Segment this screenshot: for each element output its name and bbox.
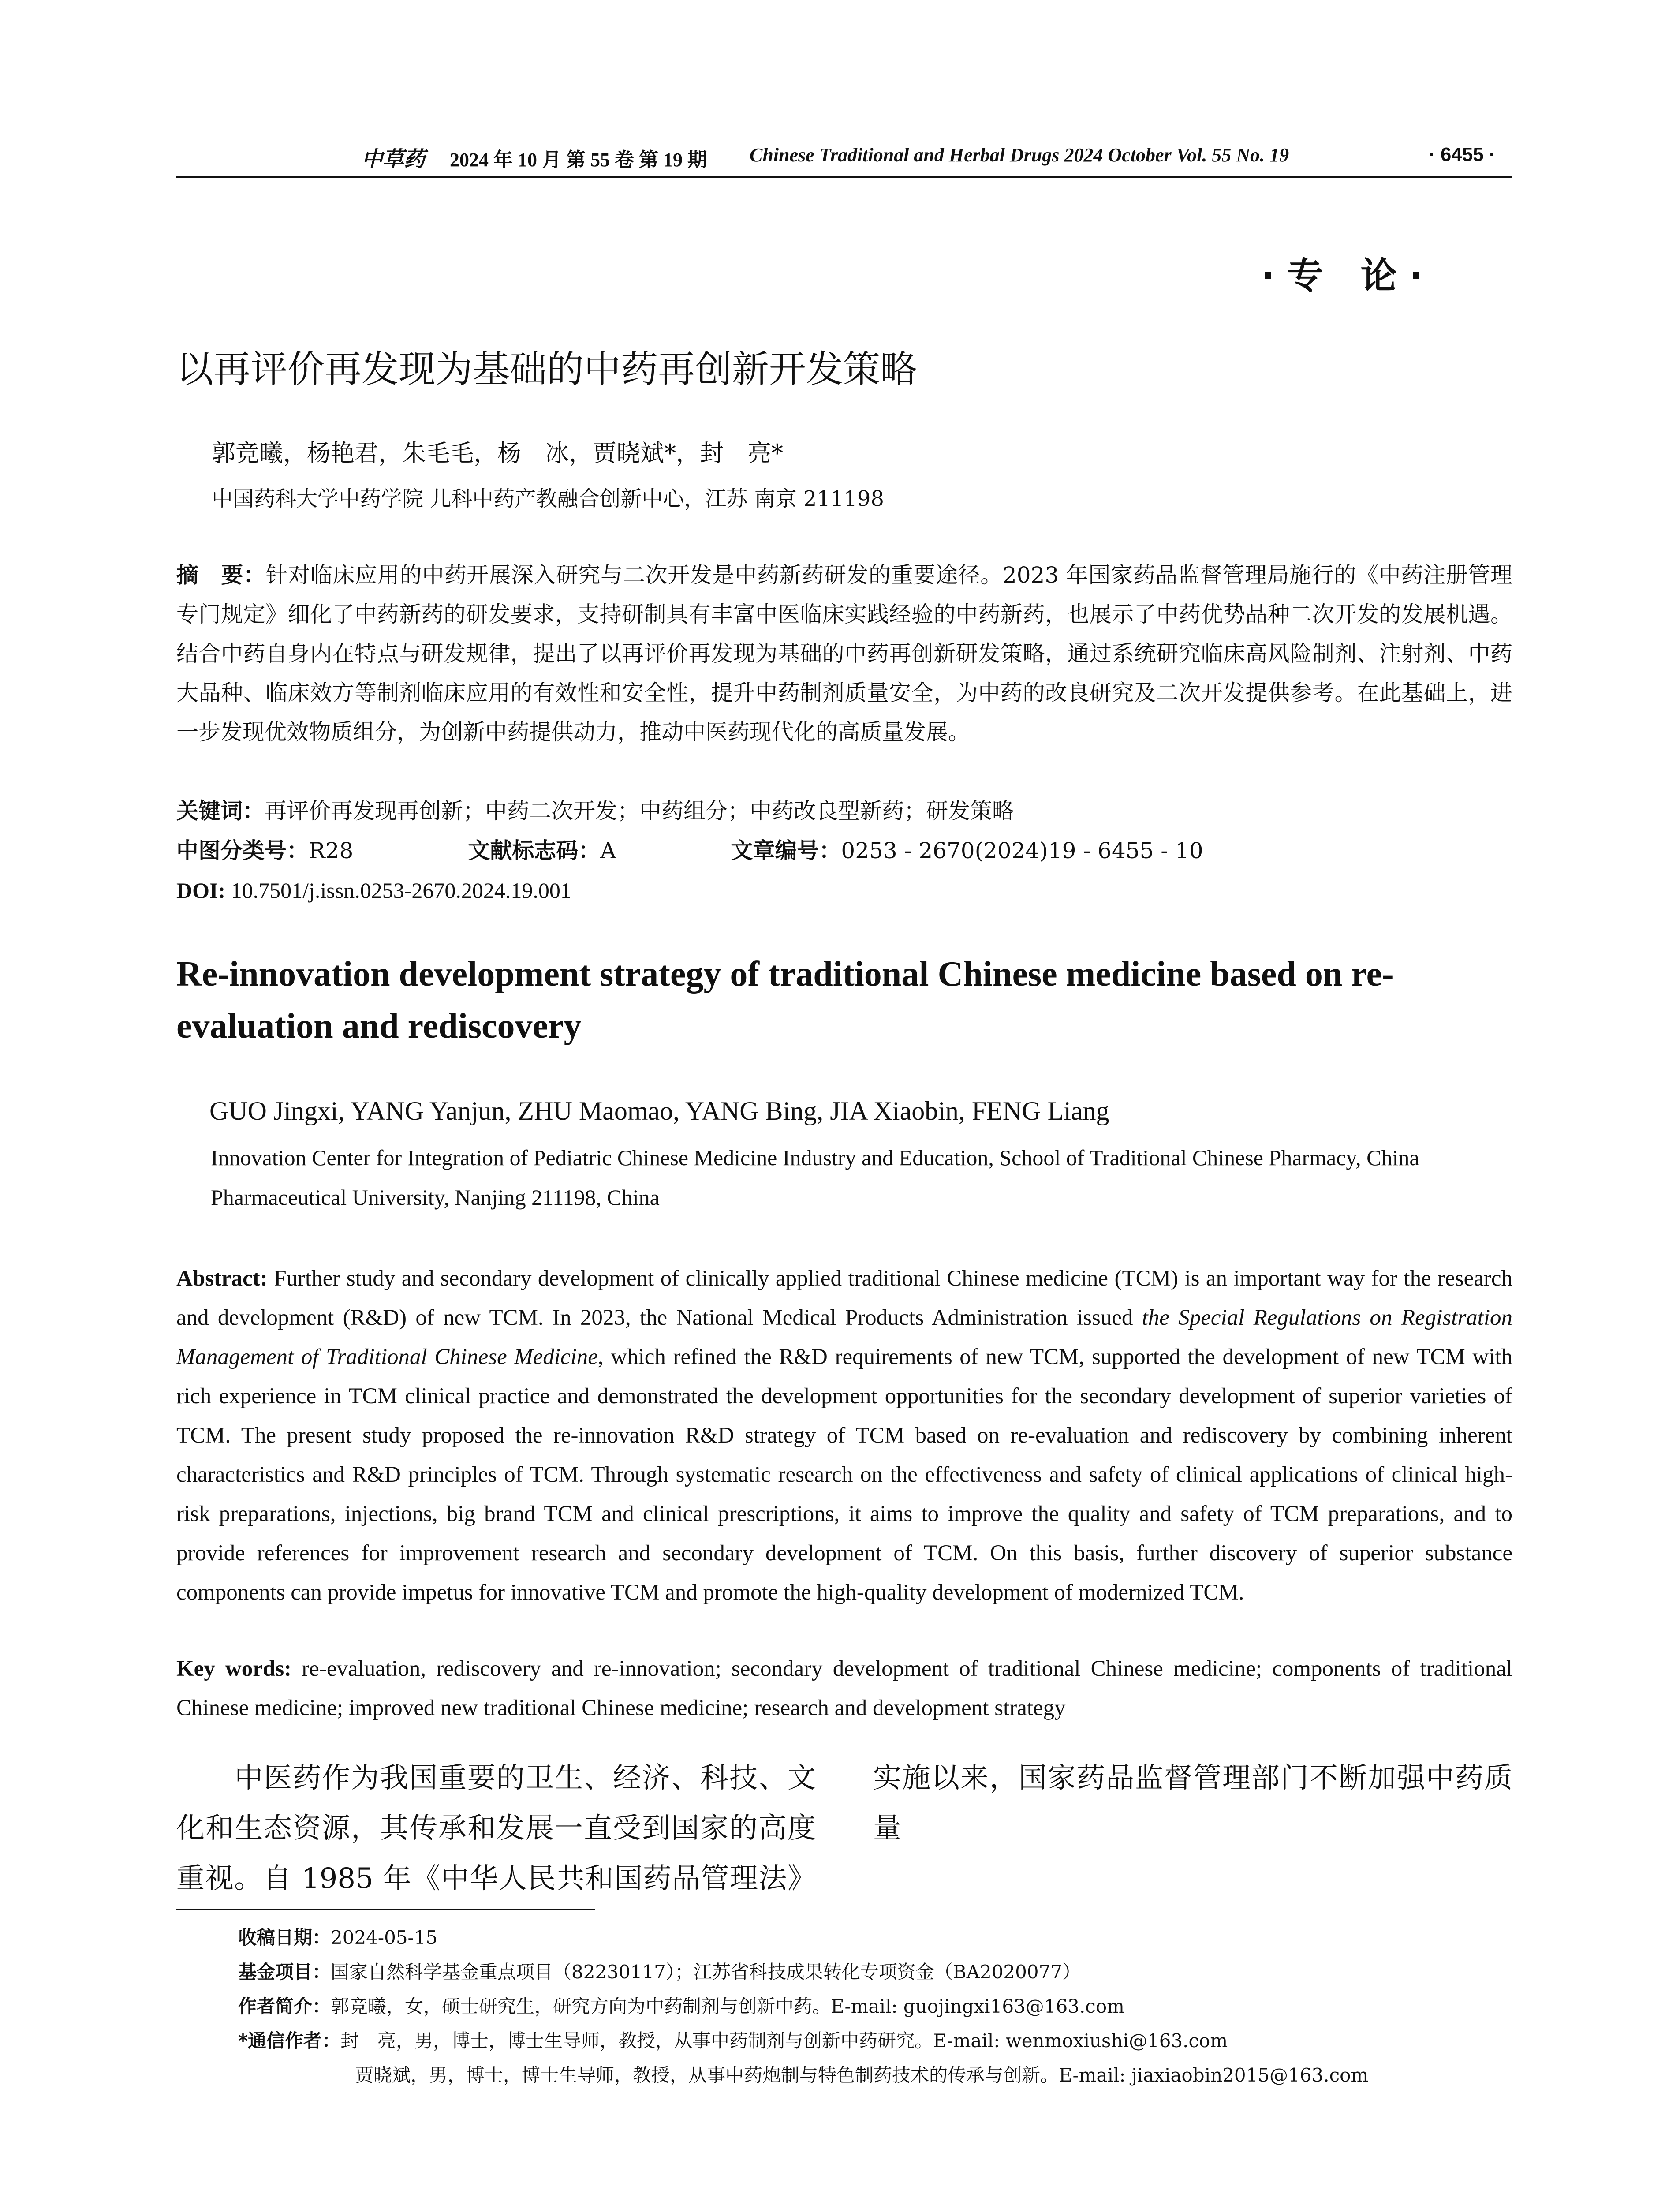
doi-value[interactable]: 10.7501/j.issn.0253-2670.2024.19.001: [225, 878, 571, 903]
journal-name-cn: 中草药: [362, 147, 426, 172]
affiliation-cn: 中国药科大学中药学院 儿科中药产教融合创新中心，江苏 南京 211198: [212, 486, 885, 511]
keywords-en-label: Key words:: [176, 1656, 292, 1681]
keywords-cn: [176, 792, 1512, 831]
section-label: ·专 论·: [1261, 255, 1435, 297]
clc-value: R28: [309, 838, 354, 863]
doc-code-value: A: [600, 838, 616, 863]
authors-en: GUO Jingxi, YANG Yanjun, ZHU Maomao, YANG Bing, JIA Xiaobin, FENG Liang: [209, 1096, 1109, 1125]
keywords-cn-text: 再评价再发现再创新；中药二次开发；中药组分；中药改良型新药；研发策略: [265, 798, 1014, 824]
footnote-corresponding-2: 贾晓斌，男，博士，博士生导师，教授，从事中药炮制与特色制药技术的传承与创新。E-mail: jiaxiaobin2015@163.com: [355, 2064, 1369, 2086]
abstract-en-italic-title: the Special Regulations on Registration Management of Traditional Chinese Medicine: [176, 1305, 1513, 1369]
clc-label: 中图分类号：: [176, 838, 309, 863]
keywords-cn-label: 关键词：: [176, 798, 265, 824]
classification-cn: [176, 831, 1203, 871]
abstract-en-label: Abstract:: [176, 1266, 268, 1291]
abstract-en-text-2: , which refined the R&D requirements of new TCM, supported the development of new TCM with rich experience in TCM clinical practice and demonstrated the development opportunities for the secondary development of superior varieties of TCM. The present study proposed the re-innovation R&D strategy of TCM based on re-evaluation and rediscovery by combining inherent characteristics and R&D principles of TCM. Through systematic research on the effectiveness and safety of clinical applications of clinical high-risk preparations, injections, big brand TCM and clinical prescriptions, it aims to improve the quality and safety of TCM preparations, and to provide references for improvement research and secondary development of TCM. On this basis, further discovery of superior substance components can provide impetus for innovative TCM and promote the high-quality development of modernized TCM.: [176, 1345, 1512, 1605]
footnote-fund: [238, 1955, 1512, 1989]
issue-info-en: Chinese Traditional and Herbal Drugs 2024 October Vol. 55 No. 19: [750, 144, 1289, 166]
corresponding-label: *通信作者：: [238, 2030, 340, 2052]
received-label: 收稿日期：: [238, 1927, 331, 1948]
footnote-rule: [176, 1909, 595, 1910]
abstract-cn-label: 摘 要：: [176, 562, 266, 588]
bio-text: 郭竞曦，女，硕士研究生，研究方向为中药制剂与创新中药。E-mail: guojingxi163@163.com: [331, 1996, 1124, 2017]
bio-label: 作者简介：: [238, 1996, 331, 2017]
doi: [176, 871, 571, 910]
fund-label: 基金项目：: [238, 1961, 331, 1983]
corresponding-author-1: 封 亮，男，博士，博士生导师，教授，从事中药制剂与创新中药研究。E-mail: wenmoxiushi@163.com: [340, 2030, 1228, 2052]
footnote-corresponding: [238, 2024, 1512, 2058]
page-number: · 6455 ·: [1429, 144, 1496, 165]
article-id-label: 文章编号：: [731, 838, 841, 863]
running-header: [176, 142, 1512, 177]
doc-code-label: 文献标志码：: [468, 838, 601, 863]
footnote-received: [238, 1921, 1512, 1955]
abstract-cn-text: 针对临床应用的中药开展深入研究与二次开发是中药新药研发的重要途径。2023 年国家药品监督管理局施行的《中药注册管理专门规定》细化了中药新药的研发要求，支持研制具有丰富中医临床实践经验的中药新药，也展示了中药优势品种二次开发的发展机遇。结合中药自身内在特点与研发规律，提出了以再评价再发现为基础的中药再创新研发策略，通过系统研究临床高风险制剂、注射剂、中药大品种、临床效方等制剂临床应用的有效性和安全性，提升中药制剂质量安全，为中药的改良研究及二次开发提供参考。在此基础上，进一步发现优效物质组分，为创新中药提供动力，推动中医药现代化的高质量发展。: [176, 562, 1513, 745]
authors-cn: 郭竞曦，杨艳君，朱毛毛，杨 冰，贾晓斌*，封 亮*: [212, 439, 783, 467]
keywords-en-text: re-evaluation, rediscovery and re-innovation; secondary development of traditional Chinese medicine; components of traditional Chinese medicine; improved new traditional Chinese medicine; research and development strategy: [176, 1656, 1512, 1720]
abstract-en: [176, 1259, 1512, 1612]
received-date: 2024-05-15: [331, 1927, 438, 1948]
keywords-en: [176, 1649, 1512, 1728]
body-text: 中医药作为我国重要的卫生、经济、科技、文化和生态资源，其传承和发展一直受到国家的高度重视。自 1985 年《中华人民共和国药品管理法》实施以来，国家药品监督管理部门不断加强中药质量: [176, 1762, 1512, 1895]
abstract-cn: [176, 556, 1512, 752]
doi-label: DOI:: [176, 878, 226, 903]
footnote-author-bio: [238, 1989, 1512, 2024]
title-cn: 以再评价再发现为基础的中药再创新开发策略: [176, 348, 918, 391]
article-id-value: 0253 - 2670(2024)19 - 6455 - 10: [841, 838, 1203, 863]
fund-text: 国家自然科学基金重点项目（82230117）；江苏省科技成果转化专项资金（BA2020077）: [331, 1961, 1081, 1983]
abstract-en-text-1: Further study and secondary development of clinically applied traditional Chinese medicine (TCM) is an important way for the research and development (R&D) of new TCM. In 2023, the National Medical Products Administration issued: [176, 1266, 1512, 1330]
footnotes: [238, 1921, 1512, 2093]
affiliation-en: Innovation Center for Integration of Pediatric Chinese Medicine Industry and Education, School of Traditional Chinese Pharmacy, China Pharmaceutical University, Nanjing 211198, China: [211, 1145, 1419, 1210]
title-en: Re-innovation development strategy of traditional Chinese medicine based on re-evaluation and rediscovery: [176, 955, 1394, 1046]
issue-info-cn: 2024 年 10 月 第 55 卷 第 19 期: [450, 149, 707, 171]
header-rule: [176, 176, 1512, 178]
